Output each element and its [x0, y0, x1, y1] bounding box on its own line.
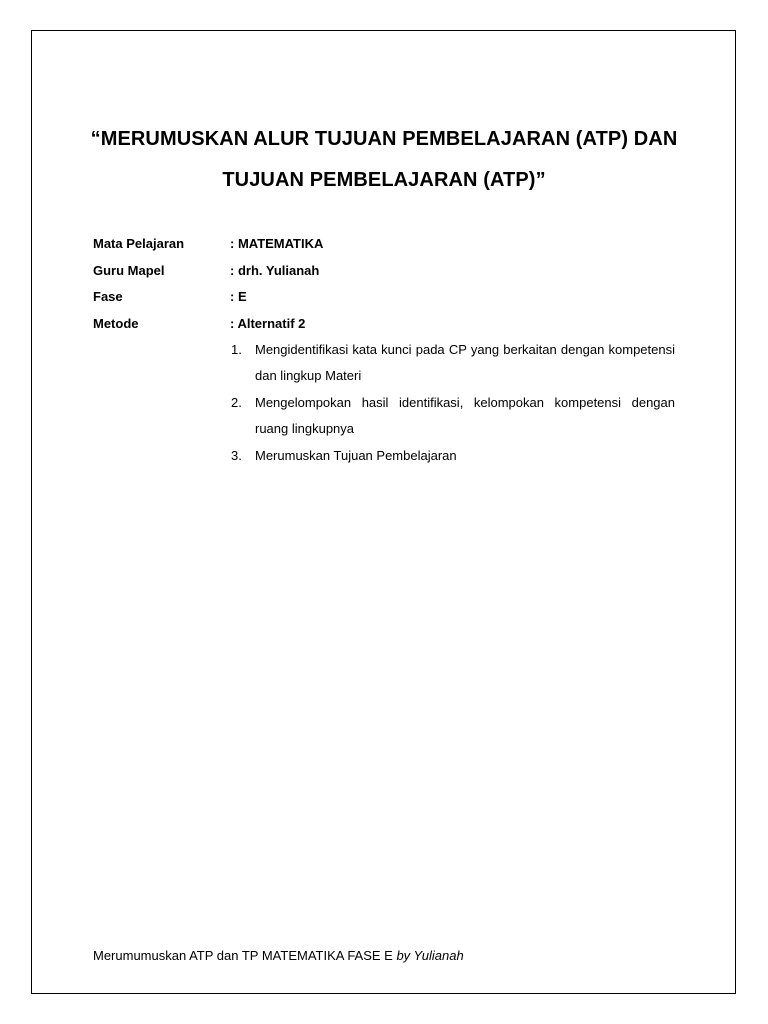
page-footer: [93, 948, 464, 963]
metode-value: : Alternatif 2: [230, 316, 306, 331]
footer-text: Merumumuskan ATP dan TP MATEMATIKA FASE E: [93, 948, 397, 963]
mata-pelajaran-label: Mata Pelajaran: [93, 236, 185, 251]
document-title-line-2: TUJUAN PEMBELAJARAN (ATP)”: [222, 169, 546, 191]
step-text: Mengelompokan hasil identifikasi, kelompokan kompetensi dengan ruang lingkupnya: [255, 395, 675, 436]
fase-value: : E: [230, 289, 247, 304]
footer-author: by Yulianah: [396, 948, 464, 963]
step-text: Merumuskan Tujuan Pembelajaran: [255, 448, 457, 463]
step-number: 2.: [231, 395, 242, 410]
step-number: 3.: [231, 448, 242, 463]
document-title-line-1: “MERUMUSKAN ALUR TUJUAN PEMBELAJARAN (ATP) DAN: [90, 128, 678, 150]
metode-label: Metode: [93, 316, 139, 331]
fase-label: Fase: [93, 289, 123, 304]
step-number: 1.: [231, 342, 242, 357]
guru-mapel-label: Guru Mapel: [93, 263, 165, 278]
step-text: Mengidentifikasi kata kunci pada CP yang berkaitan dengan kompetensi dan lingkup Materi: [255, 342, 675, 383]
mata-pelajaran-value: : MATEMATIKA: [230, 236, 324, 251]
guru-mapel-value: : drh. Yulianah: [230, 263, 320, 278]
